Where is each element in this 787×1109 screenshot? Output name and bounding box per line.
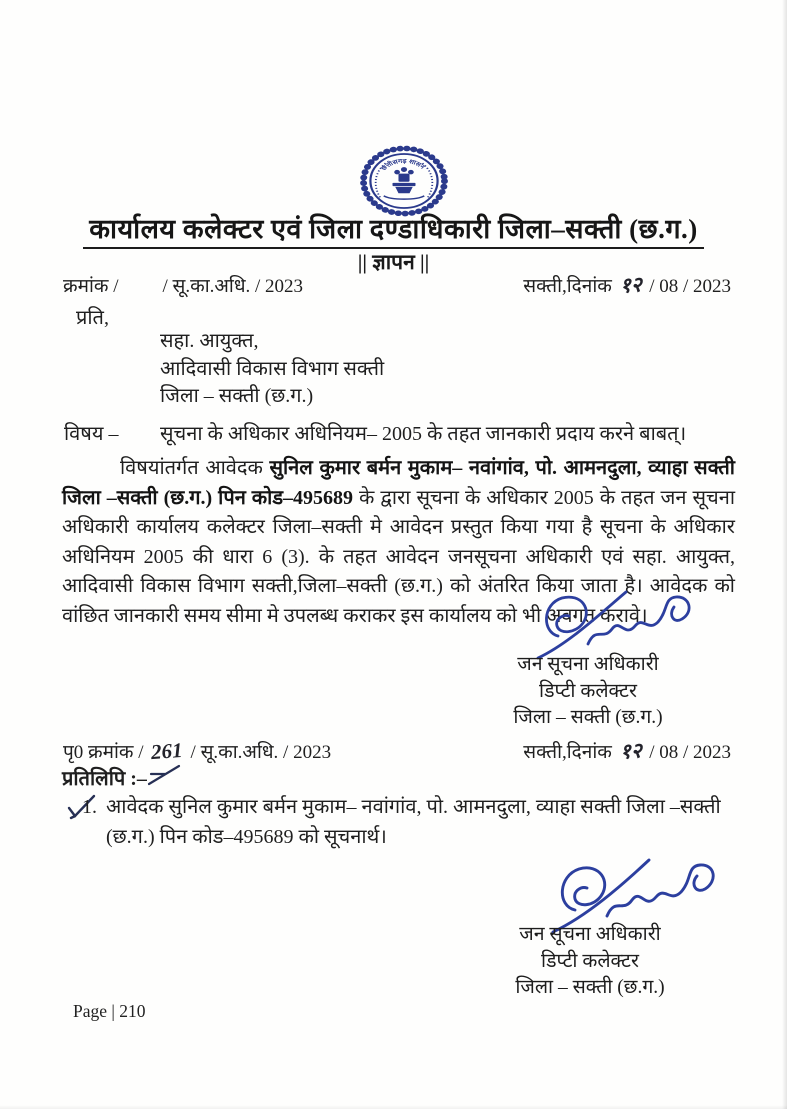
signatory-block (500, 922, 680, 1002)
endorsement-place-date (523, 737, 731, 765)
endorsement-ref-rest: / सू.का.अधि. / 2023 (190, 742, 332, 763)
copy-list-item (82, 792, 737, 852)
handwritten-date-day: १२ (618, 738, 643, 764)
memo-heading: || ज्ञापन || (357, 250, 430, 274)
place-date-label: सक्ती,दिनांक (523, 276, 612, 297)
applicant-name-bold: सुनिल कुमार बर्मन मुकाम– नवांगांव, पो. आमनदुला, व्याहा सक्ती जिला –सक्ती (छ.ग.) पिन कोड–495689 (62, 457, 735, 509)
subject-text: सूचना के अधिकार अधिनियम– 2005 के तहत जानकारी प्रदाय करने बाबत्। (160, 423, 687, 445)
reference-row (63, 271, 731, 299)
date-rest: / 08 / 2023 (649, 276, 731, 297)
signatory-designation: जन सूचना अधिकारी (519, 924, 661, 945)
signatory-designation: डिप्टी कलेक्टर (539, 680, 637, 702)
endorsement-number (63, 738, 331, 764)
office-title-text: कार्यालय कलेक्टर एवं जिला दण्डाधिकारी जिला–सक्ती (छ.ग.) (83, 214, 704, 249)
endorsement-reference-row (63, 737, 731, 765)
copy-to-label: प्रतिलिपि :– (62, 768, 147, 790)
addressee-line: जिला – सक्ती (छ.ग.) (160, 385, 314, 407)
body-rest: के द्वारा सूचना के अधिकार 2005 के तहत जन सूचना अधिकारी कार्यालय कलेक्टर जिला–सक्ती मे आवेदन प्रस्तुत किया गया है सूचना के अधिकार अधिनियम 2005 की धारा 6 (3). के तहत आवेदन जनसूचना अधिकारी एवं सहा. आयुक्त, आदिवासी विकास विभाग सक्ती,जिला–सक्ती (छ.ग.) को अंतरित किया जाता है। आवेदक को वांछित जानकारी समय सीमा मे उपलब्ध कराकर इस कार्यालय को भी अवगत करावे। (62, 486, 735, 627)
reference-number (63, 272, 303, 298)
office-title (0, 209, 787, 246)
signatory-designation: जिला – सक्ती (छ.ग.) (513, 707, 663, 728)
addressee-line: आदिवासी विकास विभाग सक्ती (160, 357, 385, 380)
signatory-designation: जन सूचना अधिकारी (517, 654, 659, 675)
page-number-footer: Page | 210 (73, 1001, 146, 1021)
place-date-label: सक्ती,दिनांक (523, 742, 612, 763)
copy-item-number: 1. (82, 796, 97, 818)
reference-number-rest: / सू.का.अधि. / 2023 (162, 276, 304, 297)
place-date (523, 271, 731, 299)
addressee-line: सहा. आयुक्त, (160, 330, 259, 352)
copy-item-text: आवेदक सुनिल कुमार बर्मन मुकाम– नवांगांव, पो. आमनदुला, व्याहा सक्ती जिला –सक्ती (छ.ग.) पिन कोड–495689 को सूचनार्थ। (106, 796, 721, 848)
signatory-designation: जिला – सक्ती (छ.ग.) (515, 977, 665, 998)
svg-text:छत्तीसगढ़ शासन: छत्तीसगढ़ शासन (380, 158, 426, 172)
date-rest: / 08 / 2023 (649, 742, 731, 763)
handwritten-ref-number: 261 (150, 737, 184, 765)
body-intro: विषयांतर्गत आवेदक (120, 457, 270, 479)
endorsement-ref-label: पृ0 क्रमांक / (63, 742, 144, 763)
signatory-block (498, 652, 678, 732)
handwritten-tick-icon (146, 762, 182, 788)
addressee-block (160, 328, 384, 411)
addressee-salutation: प्रति, (76, 307, 109, 329)
reference-number-label: क्रमांक / (63, 276, 119, 297)
signatory-designation: डिप्टी कलेक्टर (541, 950, 639, 972)
subject-row (64, 419, 737, 446)
handwritten-date-day: १२ (618, 272, 643, 298)
chhattisgarh-government-emblem-icon (358, 144, 450, 218)
copy-to-label-row (62, 764, 147, 791)
body-paragraph (62, 454, 735, 632)
subject-label: विषय – (64, 423, 119, 445)
